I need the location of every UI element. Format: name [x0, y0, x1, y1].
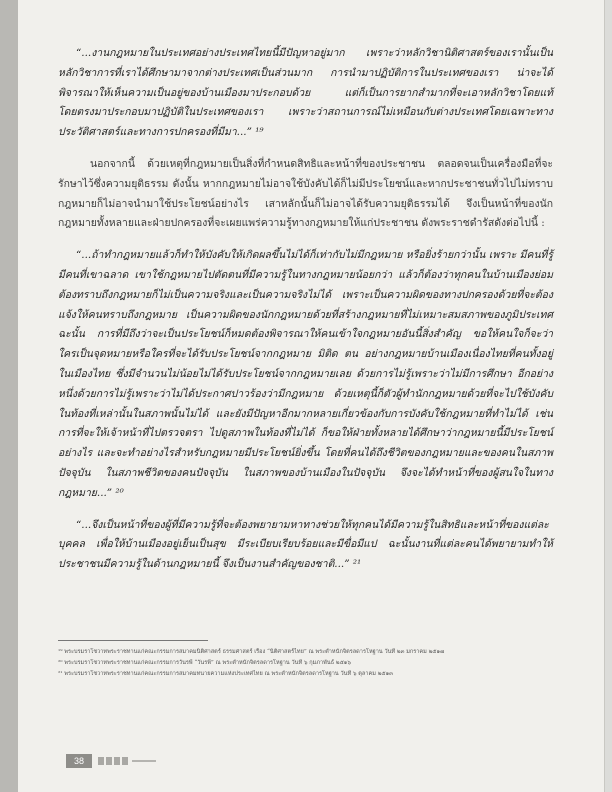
- publication-logo-icon: [98, 755, 158, 767]
- royal-quote-19: “...งานกฎหมายในประเทศอย่างประเทศไทยนี้มีปัญหาอยู่มาก เพราะว่าหลักวิชานิติศาสตร์ของเรานั้นเป็นหลักวิชาการที่เราได้ศึกษามาจากต่างประเทศเป็นส่วนมาก การนำมาปฏิบัติการในประเทศของเรา น่าจะได้พิจารณาให้เห็นความเป็นอยู่ของบ้านเมืองมาประกอบด้วย แต่ก็เป็นการยากสำมากที่จะเอาหลักวิชาโดยแท้โดยตรงมาประกอบมาปฏิบัติในประเทศของเรา เพราะว่าสถานการณ์ไม่เหมือนกับต่างประเทศโดยเฉพาะทางประวัติศาสตร์และทางการปกครองที่มีมา...” ¹⁹: [58, 47, 553, 139]
- footnote-divider: [58, 640, 208, 641]
- body-paragraph: นอกจากนี้ ด้วยเหตุที่กฎหมายเป็นสิ่งที่กำหนดสิทธิและหน้าที่ของประชาชน ตลอดจนเป็นเครื่องมือที่จะรักษาไว้ซึ่งความยุติธรรม ดังนั้น หากกฎหมายไม่อาจใช้บังคับได้ก็ไม่มีประโยชน์และหากประชาชนทั่วไปไม่ทราบกฎหมายก็ไม่อาจนำมาใช้ประโยชน์อย่างไร เสาหลักนั้นก็ไม่อาจได้รับความยุติธรรมได้ จึงเป็นหน้าที่ของนักกฎหมายทั้งหลายและฝ่ายปกครองที่จะเผยแพร่ความรู้ทางกฎหมายให้แก่ประชาชน ดังพระราชดำรัสดังต่อไปนี้ :: [58, 157, 553, 230]
- footnote-20: ²⁰ พระบรมราโชวาทพระราชทานแก่คณะกรรมการวันรพี “วันรพี” ณ พระตำหนักจิตรลดารโหฐาน วันที่ ๖ กุมภาพันธ์ ๒๕๑๖: [58, 660, 351, 667]
- page-footer: [66, 754, 216, 768]
- page-body: [58, 44, 553, 587]
- footnote-21: ²¹ พระบรมราโชวาทพระราชทานแก่คณะกรรมการสมาคมทนายความแห่งประเทศไทย ณ พระตำหนักจิตรลดารโหฐาน วันที่ ๖ ตุลาคม ๒๕๑๓: [58, 671, 393, 678]
- footnotes: [58, 648, 558, 682]
- royal-quote-21: “...จึงเป็นหน้าที่ของผู้ที่มีความรู้ที่จะต้องพยายามหาทางช่วยให้ทุกคนได้มีความรู้ในสิทธิและหน้าที่ของแต่ละบุคคล เพื่อให้บ้านเมืองอยู่เย็นเป็นสุข มีระเบียบเรียบร้อยและมีขื่อมีแป ฉะนั้นงานที่แต่ละคนได้พยายามทำให้ประชาชนมีความรู้ในด้านกฎหมายนี้ จึงเป็นงานสำคัญของชาติ...” ²¹: [58, 518, 553, 571]
- page-gutter: [0, 0, 18, 792]
- royal-quote-20: “...ถ้าทำกฎหมายแล้วก็ทำให้บังคับให้เกิดผลขึ้นไม่ได้ก็เท่ากับไม่มีกฎหมาย หรือยิ่งร้ายกว่านั้น เพราะ มีคนที่รู้ มีคนที่เขาฉลาด เขาใช้กฎหมายไปตัดตนที่มีความรู้ในทางกฎหมายน้อยกว่า แล้วก็ต้องว่าทุกคนในบ้านเมืองย่อมต้องทราบถึงกฎหมายก็ไม่เป็นความจริงและเป็นความจริงไม่ได้ เพราะเป็นความผิดของทางปกครองด้วยที่จะต้องแจ้งให้คนทราบถึงกฎหมาย เป็นความผิดของนักกฎหมายด้วยที่สร้างกฎหมายที่ไม่เหมาะสมสภาพของภูมิประเทศ ฉะนั้น การที่มีถึงว่าจะเป็นประโยชน์ก็หมดต้องพิจารณาให้คนเข้าใจกฎหมายอันนี้สิ่งสำคัญ ขอให้คนใจก็จะว่าใครเป็นจุดหมายหรือใครที่จะได้รับประโยชน์จากกฎหมาย มิติด ตน อย่างกฎหมายบ้านเมืองเนื่องไทยที่คนทั้งอยู่ในเมืองไทย ซึ่งมีจำนวนไม่น้อยไม่ได้รับประโยชน์จากกฎหมายเลย ด้วยการไม่รู้เพราะว่าไม่มีการศึกษา อีกอย่างหนึ่งด้วยการไม่รู้เพราะว่าไม่ได้ประกาศปาวร้องว่ามีกฎหมาย ด้วยเหตุนี้ก็ตัวผู้ทำนักกฎหมายด้วยที่จะไปใช้บังคับในท้องที่เหล่านั้นในสภาพนั้นไม่ได้ และยังมีปัญหาอีกมากหลายเกี่ยวข้องกับการบังคับใช้กฎหมายที่ทำไม่ได้ เช่น การที่จะให้เจ้าหน้าที่ไปตรวจตรา ไปดูสภาพในท้องที่ไม่ได้ ก็ขอให้ฝ่ายทั้งหลายได้ศึกษาว่ากฎหมายนี้มีประโยชน์อย่างไร และจะทำอย่างไรสำหรับกฎหมายมีประโยชน์ยิ่งขึ้น โดยที่คนได้ถึงชีวิตของกฎหมายและของคนในสภาพปัจจุบัน ในสภาพชีวิตของคนปัจจุบัน ในสภาพของบ้านเมืองในปัจจุบัน จึงจะได้ทำหน้าที่ของผู้สนใจในทางกฎหมาย...” ²⁰: [58, 249, 553, 499]
- footnote-19: ¹⁹ พระบรมราโชวาทพระราชทานแก่คณะกรรมการสมาคมนิติศาสตร์ ธรรมศาสตร์ เรื่อง “นิติศาสตร์ไทย” ณ พระตำหนักจิตรลดารโหฐาน วันที่ ๒๓ มกราคม ๒๕๑๗: [58, 649, 445, 655]
- page-number: 38: [66, 754, 92, 768]
